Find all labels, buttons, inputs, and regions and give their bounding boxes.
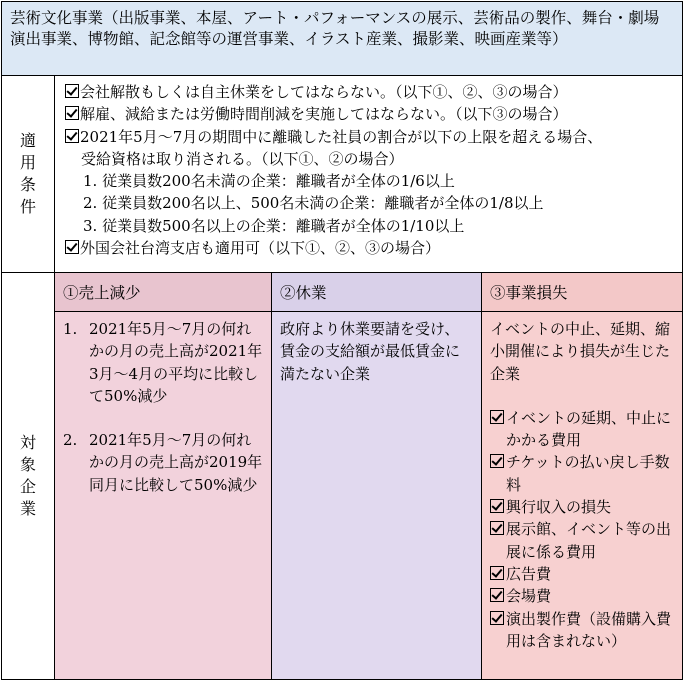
condition-subitem: 1. 従業員数200名未満の企業：離職者が全体の1/6以上	[83, 172, 455, 191]
checkbox-icon	[490, 454, 504, 468]
list-item: 2. 2021年5月～7月の何れかの月の売上高が2019年同月に比較して50%減少	[63, 431, 263, 494]
business-loss-intro: イベントの中止、延期、縮小開催により損失が生じた企業	[490, 320, 671, 383]
sales-decline-cell	[55, 312, 272, 679]
suspension-text: 政府より休業要請を受け、賃金の支給額が最低賃金に満たない企業	[280, 320, 461, 383]
conditions-row	[2, 76, 682, 273]
checkbox-icon	[65, 240, 79, 254]
list-item: 興行収入の損失	[490, 496, 675, 518]
condition-line: 外国会社台湾支店も適用可（以下①、②、③の場合）	[65, 237, 674, 259]
list-item: イベントの延期、中止にかかる費用	[490, 407, 675, 452]
condition-subitem: 2. 従業員数200名以上、500名未満の企業：離職者が全体の1/8以上	[83, 194, 544, 213]
checkbox-icon	[490, 410, 504, 424]
col-heading-business-loss: ③事業損失	[482, 273, 682, 311]
conditions-side-cell	[2, 76, 55, 272]
checkbox-icon	[490, 611, 504, 625]
targets-side-label: 対 象 企 業	[19, 433, 36, 518]
condition-subitem: 3. 従業員数500名以上の企業：離職者が全体の1/10以上	[83, 216, 465, 235]
list-item: 会場費	[490, 585, 675, 607]
checkbox-icon	[65, 84, 79, 98]
conditions-side-label: 適 用 条 件	[19, 131, 36, 216]
list-item: 演出製作費（設備購入費用は含まれない）	[490, 608, 675, 653]
condition-line: 受給資格は取り消される。（以下①、②の場合）	[81, 149, 404, 168]
checkbox-icon	[490, 499, 504, 513]
industry-title: 芸術文化事業（出版事業、本屋、アート・パフォーマンスの展示、芸術品の製作、舞台・劇場演出事業、博物館、記念館等の運営事業、イラスト産業、撮影業、映画産業等）	[10, 9, 660, 48]
list-item: 1. 2021年5月～7月の何れかの月の売上高が2021年3月～4月の平均に比較して50%減少	[63, 320, 263, 405]
condition-line: 解雇、減給または労働時間削減を実施してはならない。（以下③の場合）	[65, 103, 674, 125]
industry-header	[2, 2, 682, 76]
subsidy-table	[1, 1, 683, 680]
targets-body-row	[55, 312, 682, 679]
checkbox-icon	[490, 566, 504, 580]
checkbox-icon	[65, 129, 79, 143]
list-item: 広告費	[490, 563, 675, 585]
col-heading-suspension: ②休業	[272, 273, 482, 311]
checkbox-icon	[490, 588, 504, 602]
suspension-cell	[272, 312, 482, 679]
targets-grid	[55, 273, 682, 679]
targets-row	[2, 273, 682, 679]
checkbox-icon	[65, 106, 79, 120]
conditions-body	[55, 76, 682, 272]
list-item: 展示館、イベント等の出展に係る費用	[490, 518, 675, 563]
business-loss-cell	[482, 312, 682, 679]
targets-side-cell	[2, 273, 55, 679]
list-item: チケットの払い戻し手数料	[490, 451, 675, 496]
condition-line: 会社解散もしくは自主休業をしてはならない。（以下①、②、③の場合）	[65, 81, 674, 103]
condition-line: 2021年5月～7月の期間中に離職した社員の割合が以下の上限を超える場合、	[65, 126, 674, 148]
targets-heading-row	[55, 273, 682, 312]
col-heading-sales-decline: ①売上減少	[55, 273, 272, 311]
checkbox-icon	[490, 521, 504, 535]
